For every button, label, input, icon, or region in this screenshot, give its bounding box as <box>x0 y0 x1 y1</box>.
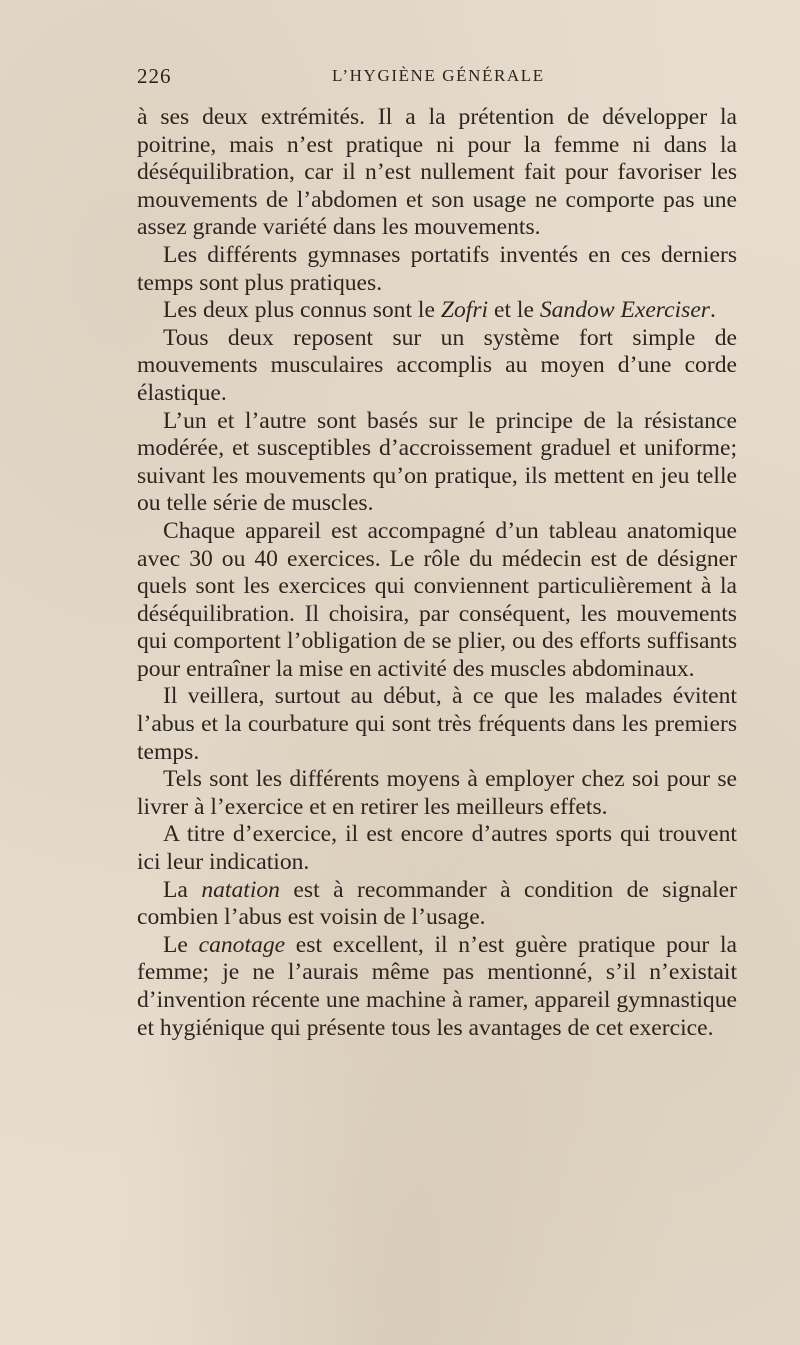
paragraph: A titre d’exercice, il est encore d’autres sports qui trouvent ici leur indication. <box>137 821 737 876</box>
italic-term: Zofri <box>440 297 489 324</box>
italic-term: canotage <box>198 931 286 958</box>
paragraph: Le canotage est excellent, il n’est guère pratique pour la femme; je ne l’aurais même pas mentionné, s’il n’existait d’invention récente une machine à ramer, appareil gymnastique et hygiénique qui présente tous les avantages de cet exercice. <box>137 931 737 1041</box>
page-number: 226 <box>137 64 172 88</box>
paragraph: à ses deux extrémités. Il a la prétention de développer la poitrine, mais n’est pratique ni pour la femme ni dans la déséquilibration, car il n’est nullement fait pour favoriser les mouvements de l’abdomen et son usage ne comporte pas une assez grande variété dans les mouvements. <box>137 104 737 241</box>
book-page <box>137 64 737 1041</box>
paragraph: Les différents gymnases portatifs inventés en ces derniers temps sont plus pratiques. <box>137 241 737 296</box>
running-title: L’HYGIÈNE GÉNÉRALE <box>332 66 545 85</box>
paragraph: Chaque appareil est accompagné d’un tableau anatomique avec 30 ou 40 exercices. Le rôle du médecin est de désigner quels sont les exercices qui conviennent particulièrement à la déséquilibration. Il choisira, par conséquent, les mouvements qui comportent l’obligation de se plier, ou des efforts suffisants pour entraîner la mise en activité des muscles abdominaux. <box>137 517 737 682</box>
paragraph: Tels sont les différents moyens à employer chez soi pour se livrer à l’exercice et en retirer les meilleurs effets. <box>137 766 737 820</box>
paragraph: Les deux plus connus sont le Zofri et le Sandow Exerciser. <box>163 297 716 324</box>
italic-term: Sandow Exerciser <box>539 297 710 324</box>
italic-term: natation <box>201 876 280 903</box>
paragraph: La natation est à recommander à condition de signaler combien l’abus est voisin de l’usage. <box>137 876 737 931</box>
body-text <box>137 104 737 1042</box>
paragraph: Il veillera, surtout au début, à ce que les malades évitent l’abus et la courbature qui sont très fréquents dans les premiers temps. <box>137 683 737 765</box>
page-header <box>137 64 737 94</box>
paragraph: L’un et l’autre sont basés sur le principe de la résistance modérée, et susceptibles d’accroissement graduel et uniforme; suivant les mouvements qu’on pratique, ils mettent en jeu telle ou telle série de muscles. <box>137 407 737 517</box>
paragraph: Tous deux reposent sur un système fort simple de mouvements musculaires accomplis au moyen d’une corde élastique. <box>137 324 737 406</box>
